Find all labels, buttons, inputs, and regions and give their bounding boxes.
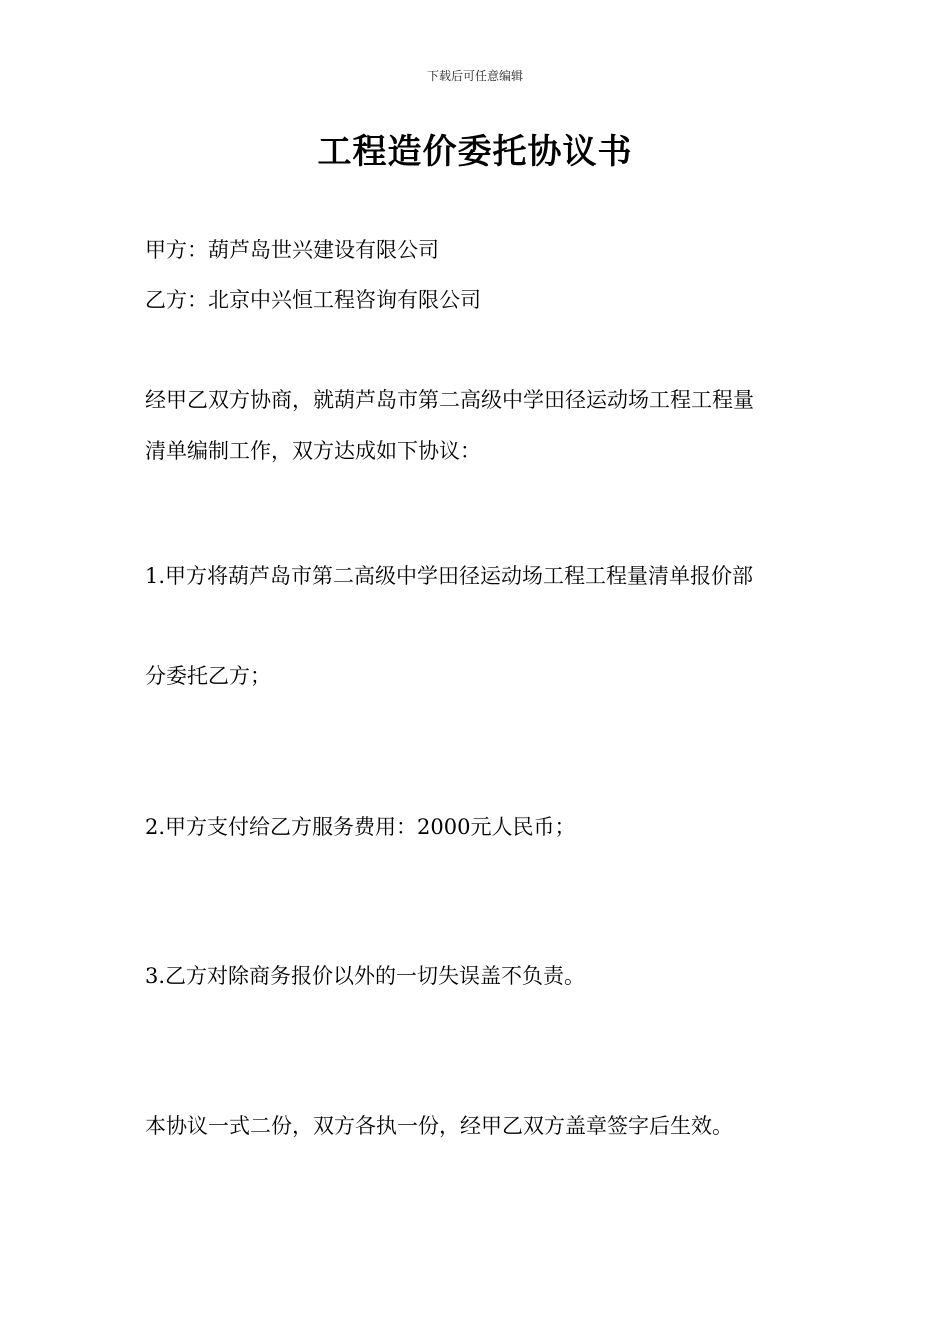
clause-1-line-2: 分委托乙方；	[145, 664, 271, 688]
header-note: 下载后可任意编辑	[426, 69, 523, 83]
document-title: 工程造价委托协议书	[317, 132, 633, 172]
party-a-line: 甲方：葫芦岛世兴建设有限公司	[145, 238, 439, 262]
clause-3: 3.乙方对除商务报价以外的一切失误盖不负责。	[145, 964, 586, 988]
intro-line-2: 清单编制工作，双方达成如下协议：	[145, 439, 481, 463]
clause-2: 2.甲方支付给乙方服务费用：2000元人民币；	[145, 815, 576, 839]
closing-statement: 本协议一式二份，双方各执一份，经甲乙双方盖章签字后生效。	[145, 1114, 733, 1138]
clause-1-line-1: 1.甲方将葫芦岛市第二高级中学田径运动场工程工程量清单报价部	[145, 564, 754, 588]
intro-line-1: 经甲乙双方协商，就葫芦岛市第二高级中学田径运动场工程工程量	[145, 388, 754, 412]
party-b-line: 乙方：北京中兴恒工程咨询有限公司	[145, 288, 481, 312]
